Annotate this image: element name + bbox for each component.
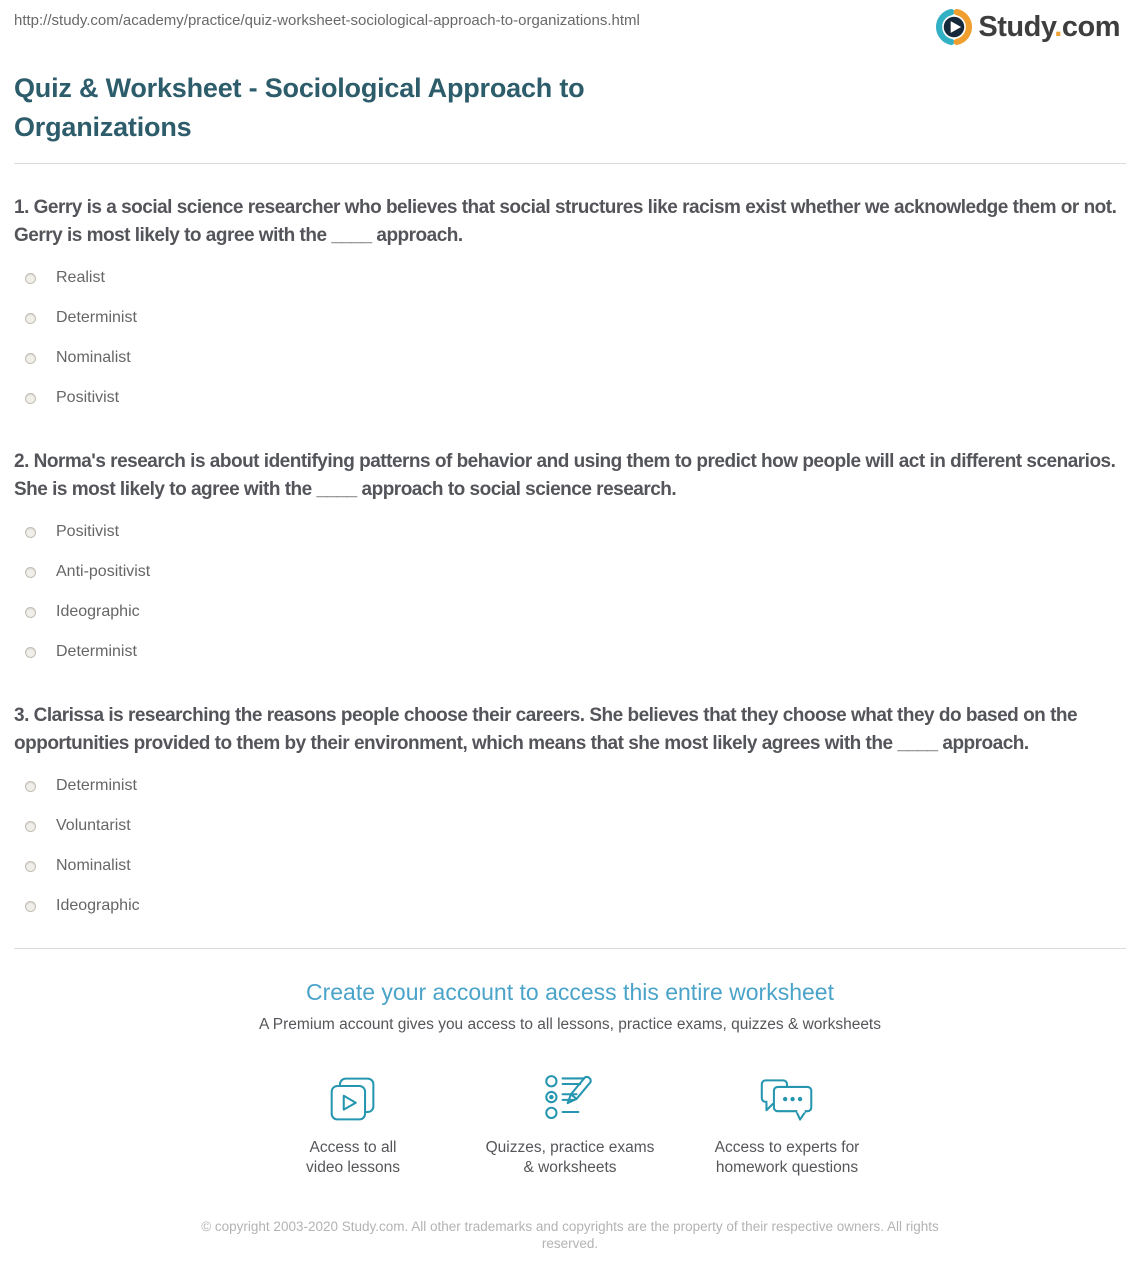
- radio-button[interactable]: [25, 647, 36, 658]
- answer-option-label[interactable]: Positivist: [56, 523, 120, 540]
- answer-option-label[interactable]: Anti-positivist: [56, 563, 151, 580]
- chat-experts-icon: [759, 1066, 815, 1124]
- answer-option[interactable]: [14, 886, 1126, 926]
- feature-quizzes-worksheets: [462, 1066, 679, 1178]
- answer-option-label[interactable]: Positivist: [56, 389, 120, 406]
- answer-option[interactable]: [14, 378, 1126, 418]
- create-account-heading[interactable]: Create your account to access this entire worksheet: [306, 979, 834, 1005]
- radio-button[interactable]: [25, 567, 36, 578]
- radio-button[interactable]: [25, 901, 36, 912]
- feature-video-lessons: [245, 1066, 462, 1178]
- radio-button[interactable]: [25, 821, 36, 832]
- answer-option[interactable]: [14, 298, 1126, 338]
- footer-section: [14, 979, 1126, 1252]
- answer-option[interactable]: [14, 766, 1126, 806]
- feature-label: Access to all video lessons: [306, 1139, 400, 1176]
- radio-button[interactable]: [25, 313, 36, 324]
- answer-option-label[interactable]: Ideographic: [56, 897, 140, 914]
- answer-option-label[interactable]: Nominalist: [56, 857, 131, 874]
- question-text: 3. Clarissa is researching the reasons people choose their careers. She believes that they choose what they do based on the opportunities provided to them by their environment, which means that she most likely agrees with the ____ approach.: [14, 705, 1078, 754]
- page-url: http://study.com/academy/practice/quiz-worksheet-sociological-approach-to-organizations.html: [14, 12, 640, 29]
- question-2: [14, 448, 1126, 672]
- question-1: [14, 194, 1126, 418]
- radio-button[interactable]: [25, 393, 36, 404]
- answer-option-label[interactable]: Voluntarist: [56, 817, 131, 834]
- answer-option[interactable]: [14, 846, 1126, 886]
- studycom-logo-icon: [935, 8, 973, 46]
- copyright-notice: © copyright 2003-2020 Study.com. All other trademarks and copyrights are the property of their respective owners. All rights reserved.: [201, 1219, 939, 1251]
- answer-option[interactable]: [14, 512, 1126, 552]
- question-text: 1. Gerry is a social science researcher who believes that social structures like racism exist whether we acknowledge them or not. Gerry is most likely to agree with the ____ approach.: [14, 197, 1117, 246]
- studycom-logo-text: Study.com: [978, 10, 1120, 43]
- title-divider: [14, 163, 1126, 164]
- feature-homework-experts: [679, 1066, 896, 1178]
- question-text: 2. Norma's research is about identifying patterns of behavior and using them to predict how people will act in different scenarios. She is most likely to agree with the ____ approach to social science research.: [14, 451, 1116, 500]
- answer-option[interactable]: [14, 632, 1126, 672]
- video-lessons-icon: [328, 1066, 378, 1124]
- quiz-worksheet-icon: [543, 1066, 597, 1124]
- answer-option-label[interactable]: Determinist: [56, 777, 137, 794]
- answer-option[interactable]: [14, 592, 1126, 632]
- answer-option-label[interactable]: Nominalist: [56, 349, 131, 366]
- logo-dot: .: [1054, 10, 1062, 43]
- radio-button[interactable]: [25, 781, 36, 792]
- radio-button[interactable]: [25, 861, 36, 872]
- studycom-logo[interactable]: [935, 8, 1120, 46]
- answer-options: [14, 512, 1126, 672]
- radio-button[interactable]: [25, 273, 36, 284]
- answer-options: [14, 258, 1126, 418]
- answer-option[interactable]: [14, 338, 1126, 378]
- radio-button[interactable]: [25, 353, 36, 364]
- answer-option[interactable]: [14, 258, 1126, 298]
- answer-option-label[interactable]: Realist: [56, 269, 105, 286]
- answer-option-label[interactable]: Ideographic: [56, 603, 140, 620]
- answer-option-label[interactable]: Determinist: [56, 309, 137, 326]
- answer-options: [14, 766, 1126, 926]
- premium-subheading: A Premium account gives you access to all lessons, practice exams, quizzes & worksheets: [259, 1016, 881, 1033]
- answer-option[interactable]: [14, 552, 1126, 592]
- answer-option-label[interactable]: Determinist: [56, 643, 137, 660]
- feature-label: Quizzes, practice exams & worksheets: [485, 1139, 655, 1176]
- page-title: Quiz & Worksheet - Sociological Approach to Organizations: [14, 73, 585, 142]
- question-3: [14, 702, 1126, 926]
- radio-button[interactable]: [25, 607, 36, 618]
- radio-button[interactable]: [25, 527, 36, 538]
- footer-divider: [14, 948, 1126, 949]
- feature-row: [14, 1066, 1126, 1178]
- feature-label: Access to experts for homework questions: [714, 1139, 860, 1176]
- answer-option[interactable]: [14, 806, 1126, 846]
